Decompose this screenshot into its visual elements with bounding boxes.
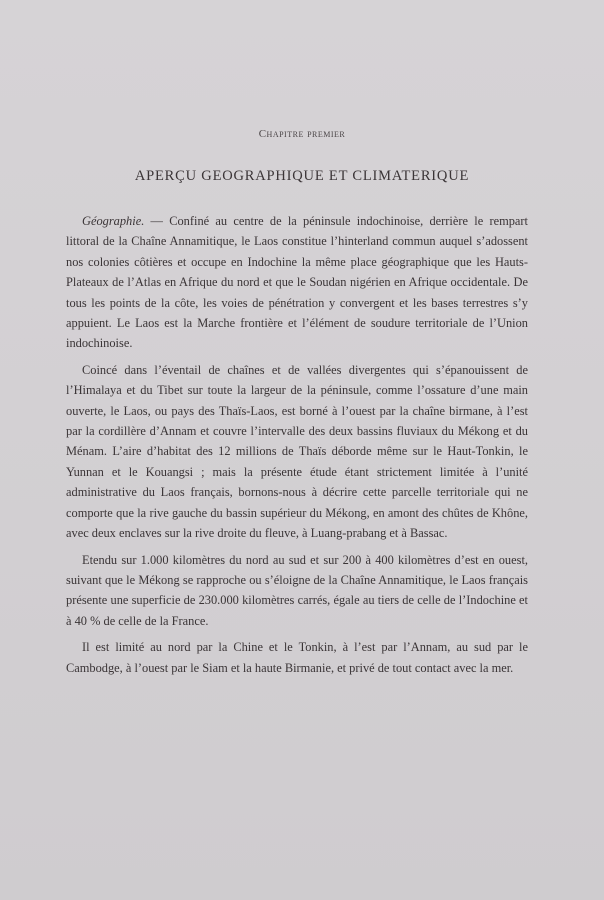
paragraph-text: Etendu sur 1.000 kilomètres du nord au sud et sur 200 à 400 kilomètres d’est en ouest, suivant que le Mékong se rapproche ou s’éloigne de la Chaîne Annamitique, le Laos français présente une superficie de 230.000 kilomètres carrés, égale au tiers de celle de l’Indochine et à 40 % de celle de la France. <box>66 552 528 628</box>
chapter-title: APERÇU GEOGRAPHIQUE ET CLIMATERIQUE <box>134 168 470 184</box>
paragraph-text: Coincé dans l’éventail de chaînes et de vallées divergentes qui s’épanouissent de l’Himalaya et du Tibet sur toute la largeur de la péninsule, comme l’ossature d’une main ouverte, le Laos, ou pays des Thaïs-Laos, est borné à l’ouest par la chaîne birmane, à l’est par la cordillère d’Annam et couvre l’intervalle des deux bassins fluviaux du Mékong et du Ménam. L’aire d’habitat des 12 millions de Thaïs déborde même sur le Haut-Tonkin, le Yunnan et le Kouangsi ; mais la présente étude étant strictement limitée à l’unité administrative du Laos français, bornons-nous à décrire cette parcelle territoriale qui ne comporte que la rive gauche du bassin supérieur du Mékong, en amont des chûtes de Khône, avec deux enclaves sur la rive droite du fleuve, à Luang-prabang et à Bassac. <box>66 362 528 541</box>
paragraph-geographie <box>66 211 528 354</box>
body-text <box>66 211 528 684</box>
paragraph-superficie <box>66 550 528 632</box>
paragraph-situation <box>66 360 528 544</box>
paragraph-text: — Confiné au centre de la péninsule indochinoise, derrière le rempart littoral de la Chaîne Annamitique, le Laos constitue l’hinterland commun auquel s’adossent nos colonies côtières et occupe en Indochine la même place géographique que les Hauts-Plateaux de l’Atlas en Afrique du nord et que le Soudan nigérien en Afrique occidentale. De tous les points de la côte, les voies de pénétration y convergent et les bases terrestres s’y appuient. Le Laos est la Marche frontière et l’élément de soudure territoriale de l’Union indochinoise. <box>66 214 528 351</box>
paragraph-text: Il est limité au nord par la Chine et le Tonkin, à l’est par l’Annam, au sud par le Cambodge, à l’ouest par le Siam et la haute Birmanie, et privé de tout contact avec la mer. <box>66 640 528 675</box>
paragraph-lead: Géographie. <box>82 214 145 228</box>
paragraph-limites <box>66 637 528 678</box>
chapter-label: Chapitre premier <box>258 128 346 140</box>
